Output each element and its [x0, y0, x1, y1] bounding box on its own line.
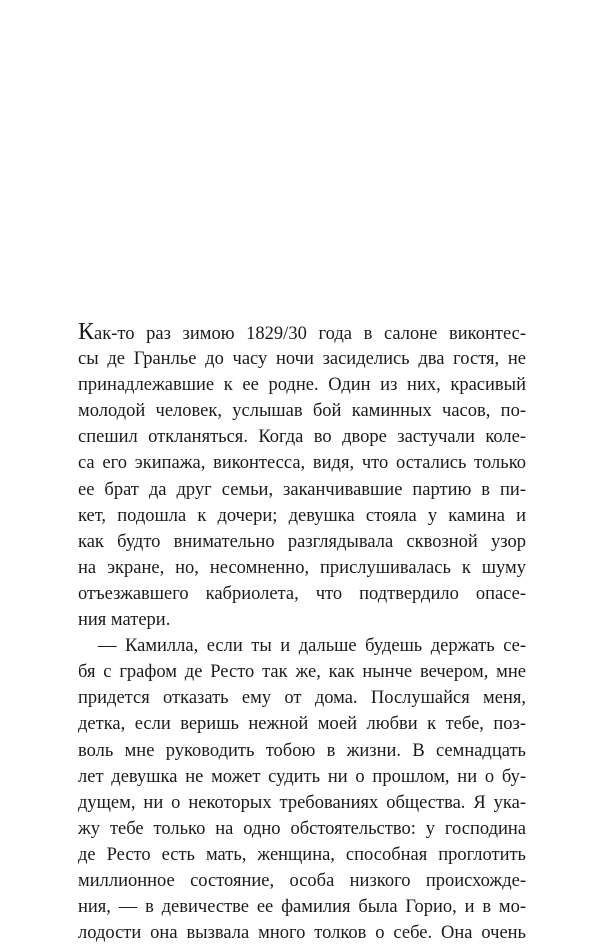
- paragraph-2-line: воль мне руководить тобою в жизни. В семнадцать: [78, 740, 526, 761]
- paragraph-1-line: молодой человек, услышав бой каминных часов, по-: [78, 401, 526, 422]
- paragraph-1-line: спешил откланяться. Когда во дворе застучали коле-: [78, 427, 526, 448]
- paragraph-1-line: отъезжавшего кабриолета, что подтвердило опасе-: [78, 583, 526, 604]
- paragraph-2-line: дущем, ни о некоторых требованиях общества. Я ука-: [78, 792, 526, 813]
- paragraph-2-line: ния, — в девичестве ее фамилия была Горио, и в мо-: [78, 897, 526, 918]
- paragraph-1-line: кет, подошла к дочери; девушка стояла у камина и: [78, 505, 526, 526]
- paragraph-1-line: принадлежавшие к ее родне. Один из них, красивый: [78, 375, 526, 396]
- paragraph-2-line: детка, если веришь нежной моей любви к тебе, поз-: [78, 714, 526, 735]
- paragraph-1-line: как будто внимательно разглядывала сквозной узор: [78, 531, 526, 552]
- paragraph-1-line-last: ния матери.: [78, 610, 171, 631]
- paragraph-2-line: жу тебе только на одно обстоятельство: у господина: [78, 818, 526, 839]
- paragraph-2-line: де Ресто есть мать, женщина, способная проглотить: [78, 844, 526, 865]
- paragraph-2-line: миллионное состояние, особа низкого происхожде-: [78, 870, 526, 891]
- paragraph-1-line-1: [78, 320, 526, 346]
- dropcap-letter: К: [78, 319, 95, 345]
- paragraph-1-line: са его экипажа, виконтесса, видя, что остались только: [78, 453, 526, 474]
- paragraph-1-line: ее брат да друг семьи, заканчивавшие партию в пи-: [78, 479, 526, 500]
- text-block: [78, 320, 526, 946]
- paragraph-2-line: бя с графом де Ресто так же, как нынче вечером, мне: [78, 662, 526, 683]
- paragraph-1-line-1-text: ак-то раз зимою 1829/30 года в салоне виконтес-: [94, 324, 526, 344]
- paragraph-2-line-1: — Камилла, если ты и дальше будешь держать се-: [98, 636, 526, 657]
- paragraph-1-line: на экране, но, несомненно, прислушивалась к шуму: [78, 557, 526, 578]
- paragraph-1: [78, 320, 526, 633]
- paragraph-2-line: лет девушка не может судить ни о прошлом, ни о бу-: [78, 766, 526, 787]
- paragraph-2-line: лодости она вызвала много толков о себе. Она очень: [78, 923, 526, 944]
- paragraph-2: [78, 633, 526, 946]
- paragraph-2-line: придется отказать ему от дома. Послушайся меня,: [78, 688, 526, 709]
- paragraph-1-line: сы де Гранлье до часу ночи засиделись два гостя, не: [78, 349, 526, 370]
